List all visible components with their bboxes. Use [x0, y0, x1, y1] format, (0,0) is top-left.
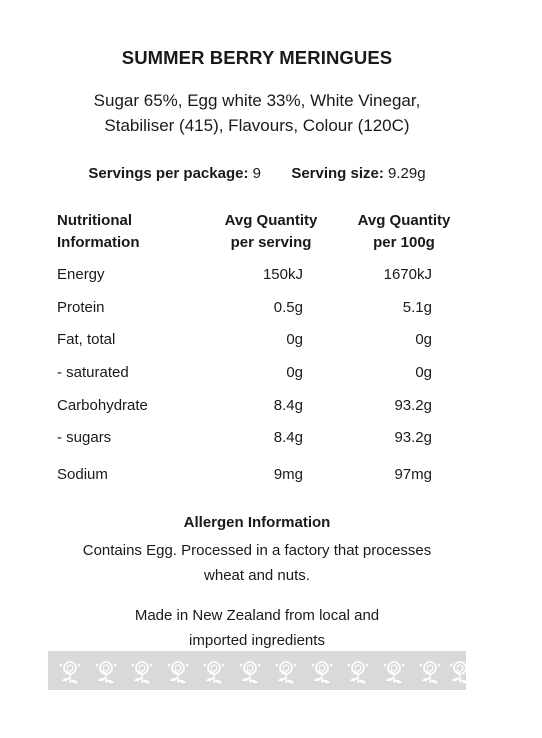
row-per-serving-protein: 0.5g: [273, 299, 303, 316]
header-text: Information: [57, 234, 140, 251]
row-name-sodium: Sodium: [57, 466, 108, 483]
row-per-serving-sodium: 9mg: [273, 466, 303, 483]
row-per-serving-carbohydrate: 8.4g: [273, 397, 303, 414]
row-name-sugars: - sugars: [57, 429, 112, 446]
allergen-line: Contains Egg. Processed in a factory that processes: [82, 542, 432, 559]
allergen-title: Allergen Information: [183, 514, 331, 531]
row-per-100g-protein: 5.1g: [402, 299, 432, 316]
product-title: SUMMER BERRY MERINGUES: [121, 47, 393, 68]
header-text: Avg Quantity: [224, 212, 318, 229]
row-per-100g-saturated: 0g: [415, 364, 432, 381]
header-text: Nutritional: [57, 212, 132, 229]
row-per-serving-saturated: 0g: [286, 364, 303, 381]
row-name-fat-total: Fat, total: [57, 331, 116, 348]
row-name-protein: Protein: [57, 299, 105, 316]
flower-pattern-icon: [48, 651, 466, 690]
header-text: per 100g: [373, 234, 435, 251]
allergen-line: wheat and nuts.: [204, 567, 310, 584]
origin-statement: [0, 603, 514, 653]
servings-per-package-label: Servings per package:: [88, 165, 249, 182]
serving-size-label: Serving size:: [291, 165, 384, 182]
row-per-serving-fat-total: 0g: [286, 331, 303, 348]
ingredients-line: Sugar 65%, Egg white 33%, White Vinegar,: [93, 91, 421, 110]
allergen-text: [0, 538, 514, 588]
header-text: Avg Quantity: [357, 212, 451, 229]
ingredients-line: Stabiliser (415), Flavours, Colour (120C): [104, 116, 410, 135]
header-text: per serving: [230, 234, 312, 251]
row-per-serving-sugars: 8.4g: [273, 429, 303, 446]
origin-line: Made in New Zealand from local and: [134, 607, 380, 624]
decorative-band: [48, 651, 466, 690]
row-per-100g-sugars: 93.2g: [394, 429, 432, 446]
header-per-100g: [343, 210, 465, 254]
row-per-100g-sodium: 97mg: [394, 466, 432, 483]
servings-per-package-value: 9: [252, 165, 261, 182]
header-per-serving: [210, 210, 332, 254]
row-name-carbohydrate: Carbohydrate: [57, 397, 148, 414]
header-nutritional-information: [57, 210, 140, 254]
serving-size-value: 9.29g: [388, 165, 426, 182]
row-per-100g-energy: 1670kJ: [383, 266, 432, 283]
row-name-energy: Energy: [57, 266, 105, 283]
row-name-saturated: - saturated: [57, 364, 129, 381]
row-per-serving-energy: 150kJ: [262, 266, 303, 283]
row-per-100g-carbohydrate: 93.2g: [394, 397, 432, 414]
row-per-100g-fat-total: 0g: [415, 331, 432, 348]
origin-line: imported ingredients: [189, 632, 325, 649]
